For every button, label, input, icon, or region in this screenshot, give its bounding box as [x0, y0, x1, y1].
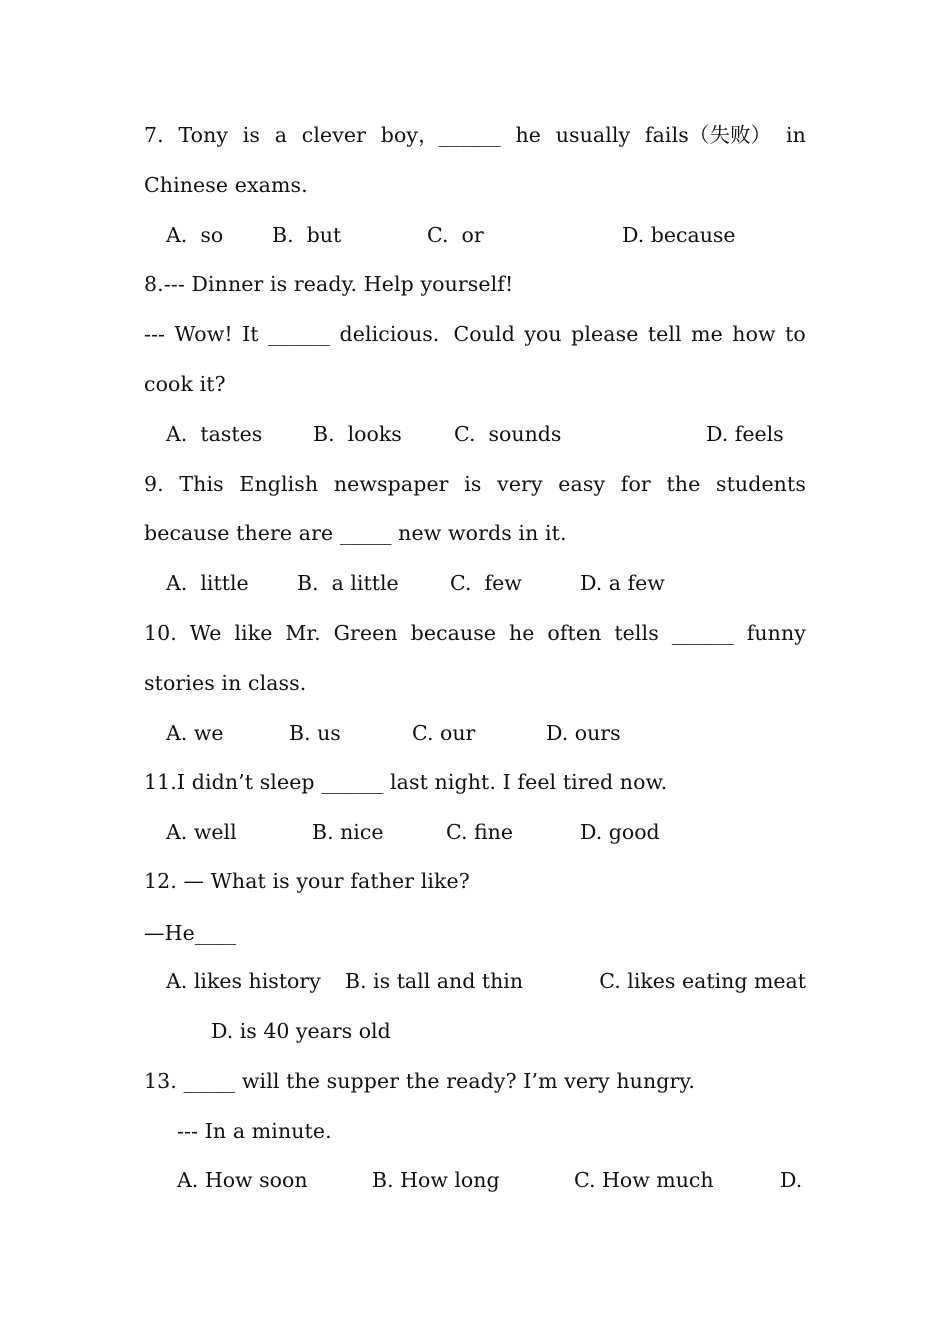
q7-line2: Chinese exams. — [144, 173, 308, 197]
q9-word: the — [666, 472, 701, 496]
q9-word: students — [715, 472, 806, 496]
q7-word: fails（失败） — [644, 123, 772, 147]
q10-option-d: D. ours — [546, 721, 621, 745]
q9-line1 — [144, 470, 806, 498]
q12-line1: 12. — What is your father like? — [144, 869, 470, 893]
q7-word: he — [515, 123, 541, 147]
q7-word: Tony — [178, 123, 229, 147]
q13-option-c: C. How much — [574, 1168, 714, 1192]
q12-option-a: A. likes history — [166, 969, 321, 993]
q8-word: It — [242, 322, 259, 346]
q10-word: often — [547, 621, 602, 645]
q10-option-c: C. our — [412, 721, 476, 745]
q9-option-c: C. few — [450, 571, 522, 595]
q8-word: how — [732, 322, 776, 346]
q7-option-a: A. so — [166, 223, 224, 247]
q9-word: easy — [558, 472, 606, 496]
q12-option-d: D. is 40 years old — [211, 1019, 391, 1043]
q13-option-d: D. — [780, 1168, 803, 1192]
q8-word: tell — [647, 322, 682, 346]
q7-word: a — [274, 123, 288, 147]
q13-option-a: A. How soon — [177, 1168, 308, 1192]
q10-word: because — [410, 621, 497, 645]
q8-word: delicious．Could — [339, 322, 515, 346]
q9-option-b: B. a little — [297, 571, 399, 595]
q10-word: Mr. — [285, 621, 321, 645]
q8-word: to — [785, 322, 806, 346]
q8-word: --- — [144, 322, 166, 346]
q12-line2: —He____ — [144, 921, 237, 945]
q13-line2: --- In a minute. — [177, 1119, 332, 1143]
q12-option-b: B. is tall and thin — [345, 969, 524, 993]
q8-word: please — [571, 322, 639, 346]
q7-option-c: C. or — [427, 223, 484, 247]
q9-option-a: A. little — [166, 571, 249, 595]
q9-word: English — [239, 472, 319, 496]
q7-word: boy，______ — [380, 123, 501, 147]
q8-word: you — [524, 322, 562, 346]
q8-word: ______ — [268, 322, 331, 346]
q8-word: me — [691, 322, 723, 346]
q7-line1 — [144, 121, 806, 149]
q9-word: very — [497, 472, 543, 496]
q11-option-c: C. fine — [446, 820, 513, 844]
q10-word: 10. — [144, 621, 177, 645]
q11-option-a: A. well — [166, 820, 237, 844]
q7-option-b: B. but — [272, 223, 342, 247]
q7-option-d: D. because — [622, 223, 736, 247]
q11-option-b: B. nice — [312, 820, 384, 844]
q8-option-a: A. tastes — [166, 422, 263, 446]
q10-word: like — [234, 621, 273, 645]
q10-word: tells — [614, 621, 659, 645]
q11-line1: 11.I didn’t sleep ______ last night. I feel tired now. — [144, 770, 668, 794]
q10-line1 — [144, 619, 806, 647]
q7-word: in — [785, 123, 806, 147]
q8-option-c: C. sounds — [454, 422, 562, 446]
q9-word: 9. — [144, 472, 164, 496]
q7-word: usually — [555, 123, 631, 147]
q11-option-d: D. good — [580, 820, 660, 844]
q10-option-b: B. us — [289, 721, 341, 745]
q8-option-b: B. looks — [313, 422, 402, 446]
q8-option-d: D. feels — [706, 422, 784, 446]
q13-option-b: B. How long — [372, 1168, 500, 1192]
q10-word: he — [509, 621, 535, 645]
q10-word: funny — [746, 621, 806, 645]
q8-word: Wow! — [174, 322, 233, 346]
q8-line2 — [144, 320, 806, 348]
q9-word: for — [620, 472, 651, 496]
q10-line2: stories in class. — [144, 671, 307, 695]
q9-line2: because there are _____ new words in it. — [144, 521, 567, 545]
q10-word: We — [189, 621, 222, 645]
q7-word: clever — [301, 123, 367, 147]
q9-word: is — [464, 472, 482, 496]
q9-word: newspaper — [333, 472, 449, 496]
q8-line1: 8.--- Dinner is ready. Help yourself! — [144, 272, 514, 296]
q9-word: This — [179, 472, 224, 496]
q10-option-a: A. we — [166, 721, 224, 745]
q7-word: 7. — [144, 123, 164, 147]
q7-word: is — [242, 123, 261, 147]
q10-word: ______ — [671, 621, 734, 645]
q8-line3: cook it? — [144, 372, 226, 396]
q9-option-d: D. a few — [580, 571, 665, 595]
q12-option-c: C. likes eating meat — [599, 969, 806, 993]
q13-line1: 13. _____ will the supper the ready? I’m very hungry. — [144, 1069, 695, 1093]
q10-word: Green — [333, 621, 398, 645]
